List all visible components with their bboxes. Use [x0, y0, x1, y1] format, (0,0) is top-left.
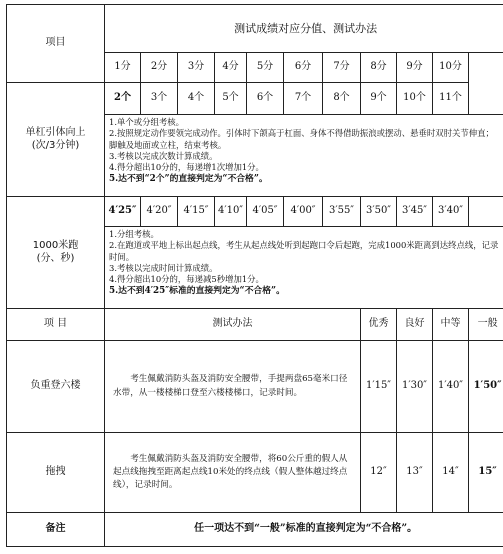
pullup-value-6: 7个	[284, 83, 323, 115]
run-value-9: 3′45″	[397, 197, 433, 227]
stairs-row	[7, 341, 503, 433]
level-medium: 中等	[433, 309, 469, 341]
score-title: 测试成绩对应分值、测试办法	[105, 5, 503, 53]
pullup-value-1: 2个	[105, 83, 141, 115]
score-9: 9分	[397, 53, 433, 83]
standards-table	[6, 4, 503, 547]
run-rule-1: 1.分组考核。	[109, 229, 159, 239]
run-rule-5: 5.达不到4′25″标准的直接判定为“不合格”。	[109, 285, 285, 296]
stairs-method: 考生佩戴消防头盔及消防安全腰带，手提两盘65毫米口径水带，从一楼楼梯口登至六楼楼梯口，记录时间。	[105, 341, 361, 433]
score-4: 4分	[215, 53, 247, 83]
score-3: 3分	[178, 53, 215, 83]
score-2: 2分	[141, 53, 178, 83]
pullup-value-2: 3个	[141, 83, 178, 115]
run-value-6: 4′00″	[284, 197, 323, 227]
run-value-3: 4′15″	[178, 197, 215, 227]
stairs-medium: 1′40″	[433, 341, 469, 433]
pullup-values-row	[7, 83, 503, 115]
pullup-value-9: 10个	[397, 83, 433, 115]
pullup-name-line2: (次/3分钟)	[31, 139, 80, 151]
drag-medium: 14″	[433, 433, 469, 513]
drag-name: 拖拽	[7, 433, 105, 513]
run-values-row	[7, 197, 503, 227]
drag-row	[7, 433, 503, 513]
pullup-value-8: 9个	[361, 83, 397, 115]
drag-method: 考生佩戴消防头盔及消防安全腰带，将60公斤重的假人从起点线拖拽至距离起点线10米处的终点线（假人整体越过终点线），记录时间。	[105, 433, 361, 513]
pullup-rule-3: 3.考核以完成次数计算成绩。	[109, 151, 218, 162]
stairs-name: 负重登六楼	[7, 341, 105, 433]
level-excellent: 优秀	[361, 309, 397, 341]
stairs-good: 1′30″	[397, 341, 433, 433]
remark-text: 任一项达不到“一般”标准的直接判定为“不合格”。	[105, 513, 503, 547]
remark-row	[7, 513, 503, 547]
pullup-rule-4: 4.得分超出10分的，每递增1次增加1分。	[109, 162, 264, 173]
score-8: 8分	[361, 53, 397, 83]
pullup-name	[7, 83, 105, 197]
pullup-rule-5: 5.达不到“2个”的直接判定为“不合格”。	[109, 173, 268, 184]
pullup-value-3: 4个	[178, 83, 215, 115]
section2-project-header: 项 目	[7, 309, 105, 341]
drag-excellent: 12″	[361, 433, 397, 513]
remark-label: 备注	[7, 513, 105, 547]
project-header: 项目	[7, 5, 105, 83]
score-10: 10分	[433, 53, 469, 83]
run-value-8: 3′50″	[361, 197, 397, 227]
run-rule-3: 3.考核以完成时间计算成绩。	[109, 263, 218, 274]
run-rule-4: 4.得分超出10分的，每递减5秒增加1分。	[109, 274, 264, 285]
run-value-7: 3′55″	[323, 197, 361, 227]
pullup-name-line1: 单杠引体向上	[25, 127, 86, 138]
run-value-10: 3′40″	[433, 197, 469, 227]
pullup-rule-2: 2.按照规定动作要领完成动作。引体时下颌高于杠面、身体不得借助振浪或摆动、悬垂时双肘关节伸直；脚触及地面或立柱，结束考核。	[109, 128, 494, 150]
level-pass: 一般	[469, 309, 503, 341]
score-7: 7分	[323, 53, 361, 83]
pullup-value-5: 6个	[247, 83, 284, 115]
drag-pass: 15″	[469, 433, 503, 513]
run-value-5: 4′05″	[247, 197, 284, 227]
pullup-value-10: 11个	[433, 83, 469, 115]
score-5: 5分	[247, 53, 284, 83]
section2-method-header: 测试办法	[105, 309, 361, 341]
run-rules	[105, 227, 503, 309]
run-rule-2: 2.在跑道或平地上标出起点线，考生从起点线处听到起跑口令后起跑，完成1000米距离到达终点线，记录时间。	[109, 240, 499, 262]
run-value-4: 4′10″	[215, 197, 247, 227]
stairs-excellent: 1′15″	[361, 341, 397, 433]
run-name	[7, 197, 105, 309]
section2-header-row	[7, 309, 503, 341]
run-value-1: 4′25″	[105, 197, 141, 227]
pullup-value-7: 8个	[323, 83, 361, 115]
stairs-pass: 1′50″	[469, 341, 503, 433]
score-1: 1分	[105, 53, 141, 83]
score-6: 6分	[284, 53, 323, 83]
run-name-line2: (分、秒)	[36, 252, 75, 264]
run-name-line1: 1000米跑	[32, 240, 79, 251]
drag-good: 13″	[397, 433, 433, 513]
run-value-2: 4′20″	[141, 197, 178, 227]
pullup-rules	[105, 115, 503, 197]
pullup-rule-1: 1.单个或分组考核。	[109, 117, 184, 127]
level-good: 良好	[397, 309, 433, 341]
pullup-value-4: 5个	[215, 83, 247, 115]
